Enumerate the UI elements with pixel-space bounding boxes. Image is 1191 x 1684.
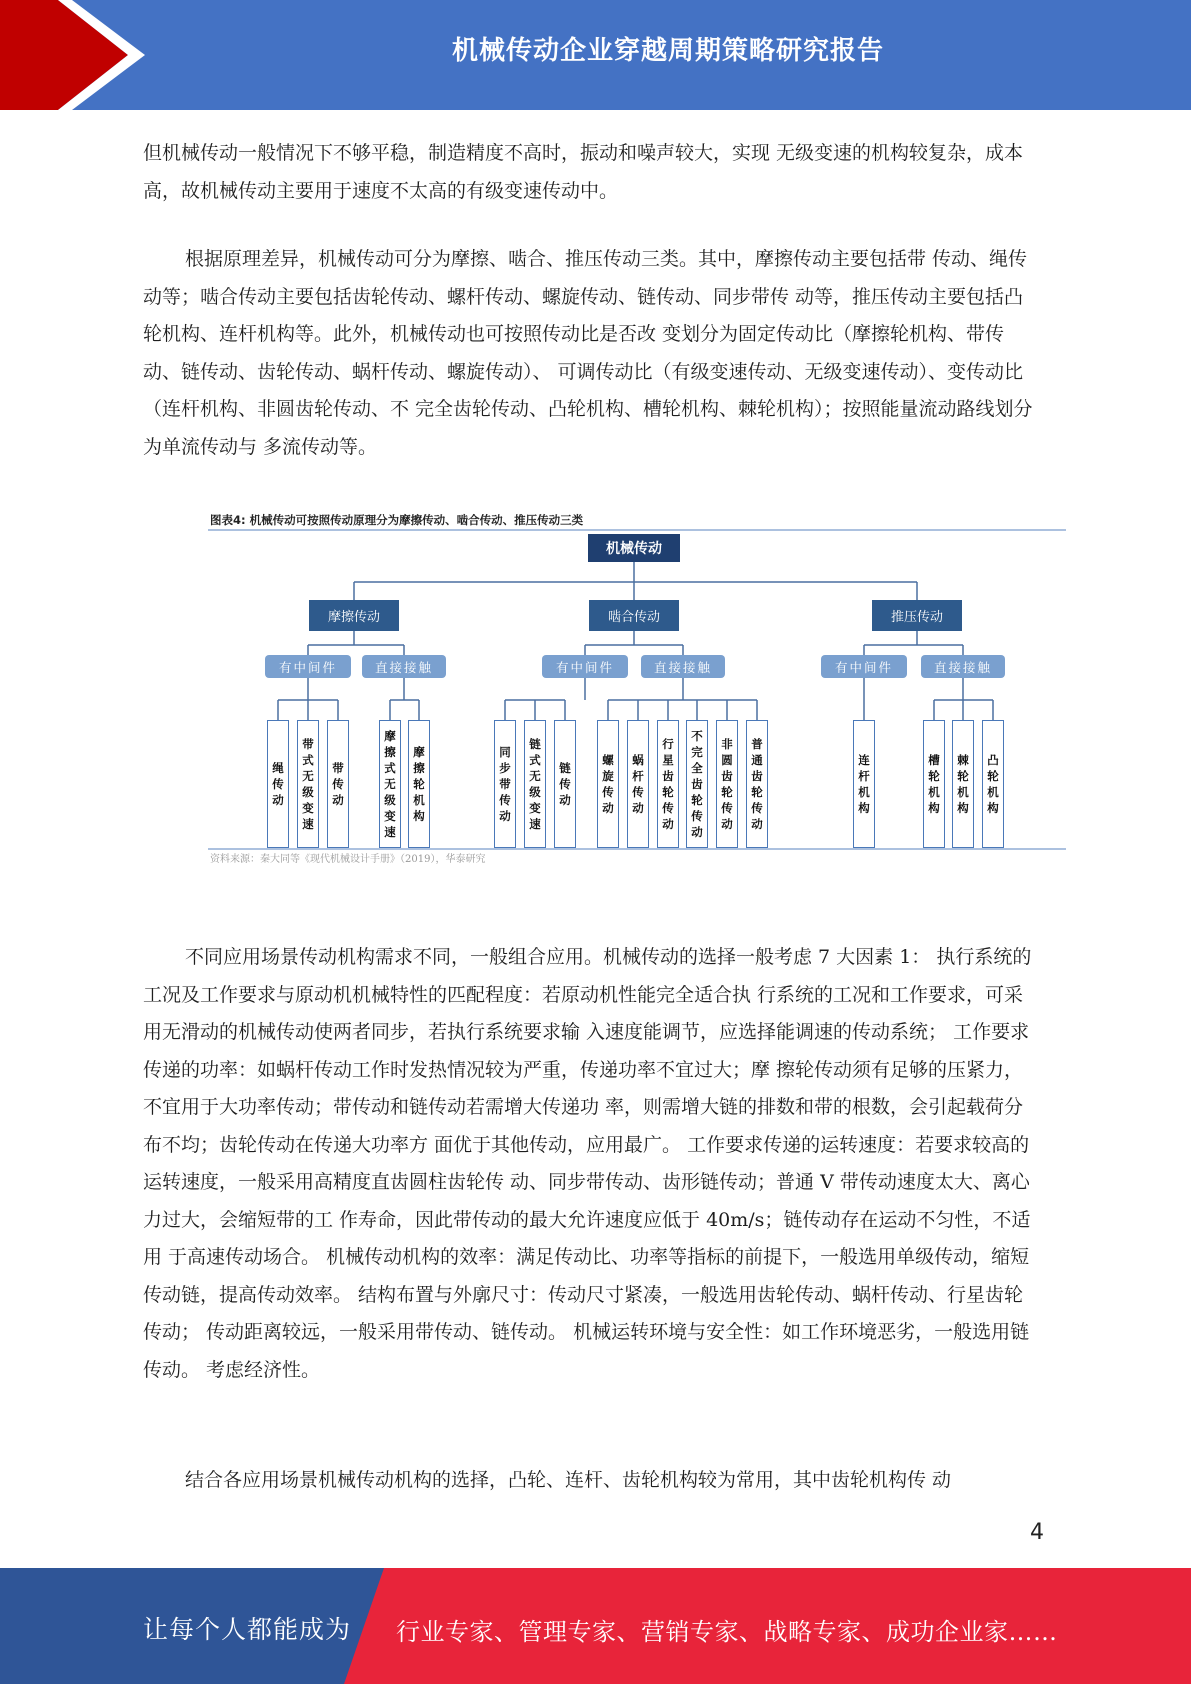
sub-friction-intermediate: 有中间件 [265, 655, 351, 678]
sub-meshing-intermediate: 有中间件 [542, 655, 628, 678]
footer-slogan-right: 行业专家、管理专家、营销专家、战略专家、成功企业家…… [396, 1618, 1058, 1646]
paragraph-1: 但机械传动一般情况下不够平稳，制造精度不高时，振动和噪声较大，实现 无级变速的机构较复杂，成本高，故机械传动主要用于速度不太高的有级变速传动中。 [143, 142, 1024, 202]
paragraph-4: 结合各应用场景机械传动机构的选择，凸轮、连杆、齿轮机构较为常用，其中齿轮机构传 动 [185, 1469, 952, 1491]
page-header [0, 0, 1191, 110]
leaf-synchronous-belt: 同步带传动 [494, 720, 516, 848]
leaf-friction-wheel: 摩擦轮机构 [408, 720, 430, 848]
leaf-geneva: 槽轮机构 [923, 720, 945, 848]
figure-source: 资料来源：秦大同等《现代机械设计手册》（2019），华泰研究 [210, 854, 486, 865]
footer-slogan-left: 让每个人都能成为 [143, 1615, 352, 1644]
leaf-belt-cvt: 带式无级变速 [297, 720, 319, 848]
figure-caption: 图表4: 机械传动可按照传动原理分为摩擦传动、啮合传动、推压传动三类 [210, 513, 584, 527]
sub-meshing-direct: 直接接触 [641, 655, 725, 678]
leaf-incomplete-gear: 不完全齿轮传动 [686, 720, 708, 848]
report-title: 机械传动企业穿越周期策略研究报告 [451, 36, 884, 66]
sub-pushing-direct: 直接接触 [921, 655, 1005, 678]
leaf-ratchet: 棘轮机构 [952, 720, 974, 848]
category-pushing: 推压传动 [872, 600, 962, 631]
leaf-friction-cvt: 摩擦式无级变速 [379, 720, 401, 848]
leaf-worm-drive: 蜗杆传动 [627, 720, 649, 848]
page-footer [0, 1568, 1191, 1684]
page-number: 4 [1030, 1520, 1044, 1545]
leaf-ordinary-gear: 普通齿轮传动 [746, 720, 768, 848]
transmission-classification-figure [208, 510, 1066, 870]
sub-friction-direct: 直接接触 [362, 655, 446, 678]
leaf-screw-drive: 螺旋传动 [597, 720, 619, 848]
leaf-cam: 凸轮机构 [982, 720, 1004, 848]
leaf-planetary-gear: 行星齿轮传动 [657, 720, 679, 848]
leaf-noncircular-gear: 非圆齿轮传动 [716, 720, 738, 848]
leaf-linkage: 连杆机构 [853, 720, 875, 848]
leaf-chain-cvt: 链式无级变速 [524, 720, 546, 848]
paragraph-3: 不同应用场景传动机构需求不同，一般组合应用。机械传动的选择一般考虑 7 大因素 1： 执行系统的工况及工作要求与原动机机械特性的匹配程度：若原动机性能完全适合执 行系统的工况和工作要求，可采用无滑动的机械传动使两者同步，若执行系统要求输 入速度能调节，应选择能调速的传动系统； 工作要求传递的功率：如蜗杆传动工作时发热情况较为严重，传递功率不宜过大；摩 擦轮传动须有足够的压紧力，不宜用于大功率传动；带传动和链传动若需增大传递功 率，则需增大链的排数和带的根数，会引起载荷分布不均；齿轮传动在传递大功率方 面优于其他传动，应用最广。 工作要求传递的运转速度：若要求较高的运转速度，一般采用高精度直齿圆柱齿轮传 动、同步带传动、齿形链传动；普通 V 带传动速度太大、离心力过大，会缩短带的工 作寿命，因此带传动的最大允许速度应低于 40m/s；链传动存在运动不匀性，不适用 于高速传动场合。 机械传动机构的效率：满足传动比、功率等指标的前提下，一般选用单级传动，缩短 传动链，提高传动效率。 结构布置与外廓尺寸：传动尺寸紧凑，一般选用齿轮传动、蜗杆传动、行星齿轮传动； 传动距离较远，一般采用带传动、链传动。 机械运转环境与安全性：如工作环境恶劣，一般选用链传动。 考虑经济性。 [143, 946, 1032, 1381]
leaf-chain-drive: 链传动 [554, 720, 576, 848]
category-meshing: 啮合传动 [589, 600, 679, 631]
header-arrow-decoration [0, 0, 160, 110]
leaf-belt-drive: 带传动 [327, 720, 349, 848]
tree-root-node: 机械传动 [588, 534, 680, 562]
category-friction: 摩擦传动 [309, 600, 399, 631]
sub-pushing-intermediate: 有中间件 [821, 655, 907, 678]
paragraph-2: 根据原理差异，机械传动可分为摩擦、啮合、推压传动三类。其中，摩擦传动主要包括带 传动、绳传动等；啮合传动主要包括齿轮传动、螺杆传动、螺旋传动、链传动、同步带传 动等，推压传动主要包括凸轮机构、连杆机构等。此外，机械传动也可按照传动比是否改 变划分为固定传动比（摩擦轮机构、带传动、链传动、齿轮传动、蜗杆传动、螺旋传动）、 可调传动比（有级变速传动、无级变速传动）、变传动比（连杆机构、非圆齿轮传动、不 完全齿轮传动、凸轮机构、槽轮机构、棘轮机构）；按照能量流动路线划分为单流传动与 多流传动等。 [143, 248, 1033, 458]
leaf-rope-drive: 绳传动 [267, 720, 289, 848]
